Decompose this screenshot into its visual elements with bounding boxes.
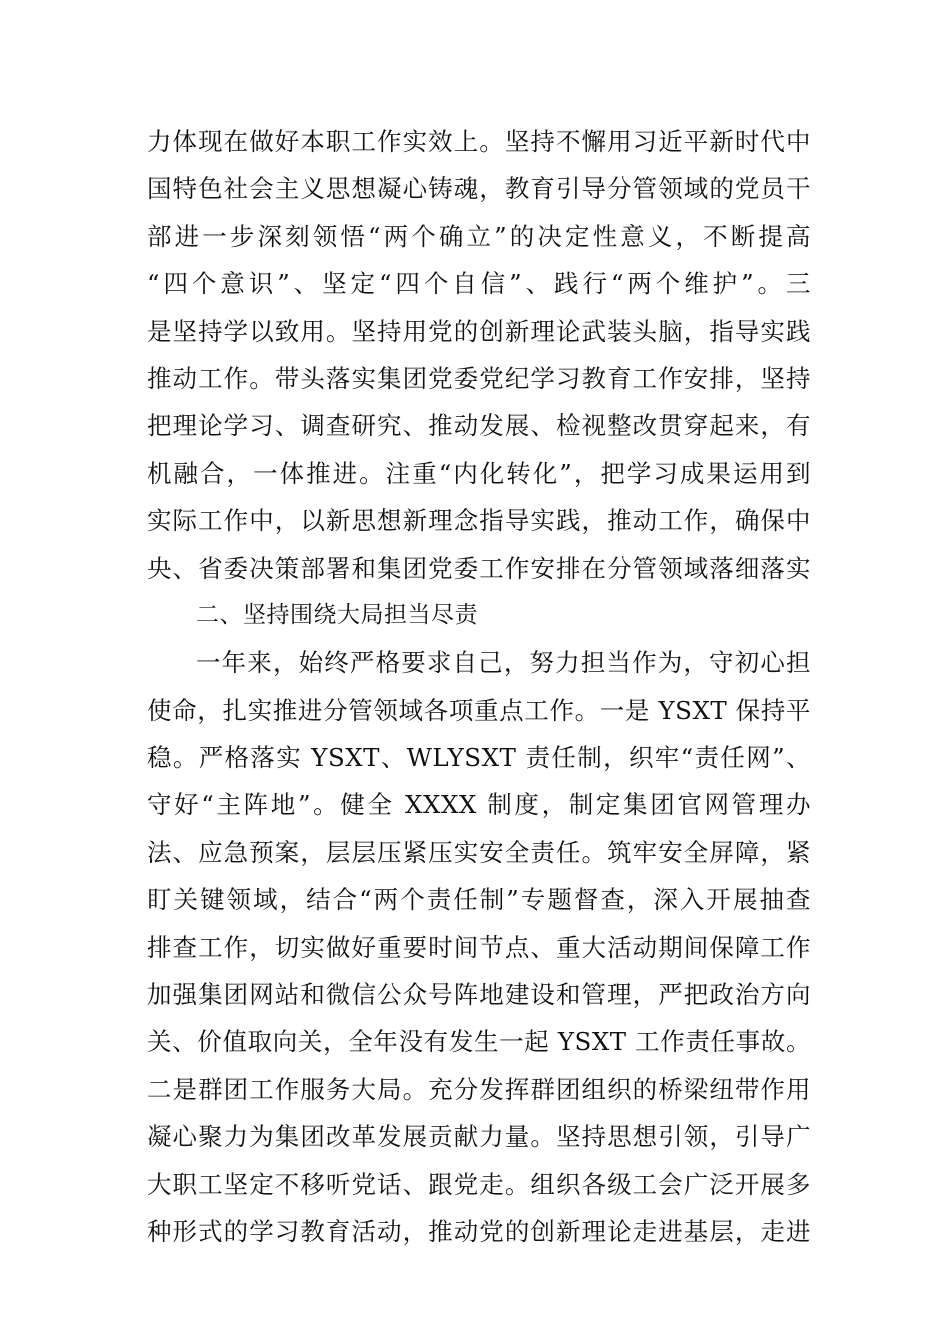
- body-line: 机融合，一体推进。注重“内化转化”，把学习成果运用到: [147, 458, 811, 488]
- body-line: 守好“主阵地”。健全 XXXX 制度，制定集团官网管理办: [147, 790, 811, 820]
- body-line: 把理论学习、调查研究、推动发展、检视整改贯穿起来，有: [147, 411, 811, 441]
- body-line: 二是群团工作服务大局。充分发挥群团组织的桥梁纽带作用: [147, 1074, 811, 1104]
- document-text: [147, 118, 811, 1255]
- body-line: 大职工坚定不移听党话、跟党走。组织各级工会广泛开展多: [147, 1169, 811, 1199]
- body-line: 使命，扎实推进分管领域各项重点工作。一是 YSXT 保持平: [147, 695, 811, 725]
- body-line: 国特色社会主义思想凝心铸魂，教育引导分管领域的党员干: [147, 174, 811, 204]
- body-line: 盯关键领域，结合“两个责任制”专题督查，深入开展抽查: [147, 885, 811, 915]
- body-line: 种形式的学习教育活动，推动党的创新理论走进基层，走进: [147, 1216, 811, 1246]
- body-line: “四个意识”、坚定“四个自信”、践行“两个维护”。三: [147, 269, 811, 299]
- body-line: 央、省委决策部署和集团党委工作安排在分管领域落细落实: [147, 553, 811, 583]
- body-line: 关、价值取向关，全年没有发生一起 YSXT 工作责任事故。: [147, 1027, 811, 1057]
- section-heading: 二、坚持围绕大局担当尽责: [196, 601, 478, 628]
- body-line: 是坚持学以致用。坚持用党的创新理论武装头脑，指导实践: [147, 316, 811, 346]
- body-line: 法、应急预案，层层压紧压实安全责任。筑牢安全屏障，紧: [147, 837, 811, 867]
- body-line: 加强集团网站和微信公众号阵地建设和管理，严把政治方向: [147, 980, 811, 1010]
- body-line: 部进一步深刻领悟“两个确立”的决定性意义，不断提高: [147, 221, 811, 251]
- body-line: 力体现在做好本职工作实效上。坚持不懈用习近平新时代中: [147, 127, 811, 156]
- body-line: 凝心聚力为集团改革发展贡献力量。坚持思想引领，引导广: [147, 1122, 811, 1152]
- body-line: 稳。严格落实 YSXT、WLYSXT 责任制，织牢“责任网”、: [147, 743, 811, 773]
- body-line: 排查工作，切实做好重要时间节点、重大活动期间保障工作: [147, 932, 811, 962]
- paragraph-first-line: 一年来，始终严格要求自己，努力担当作为，守初心担: [196, 648, 811, 678]
- body-line: 实际工作中，以新思想新理念指导实践，推动工作，确保中: [147, 506, 811, 536]
- body-line: 推动工作。带头落实集团党委党纪学习教育工作安排，坚持: [147, 363, 811, 393]
